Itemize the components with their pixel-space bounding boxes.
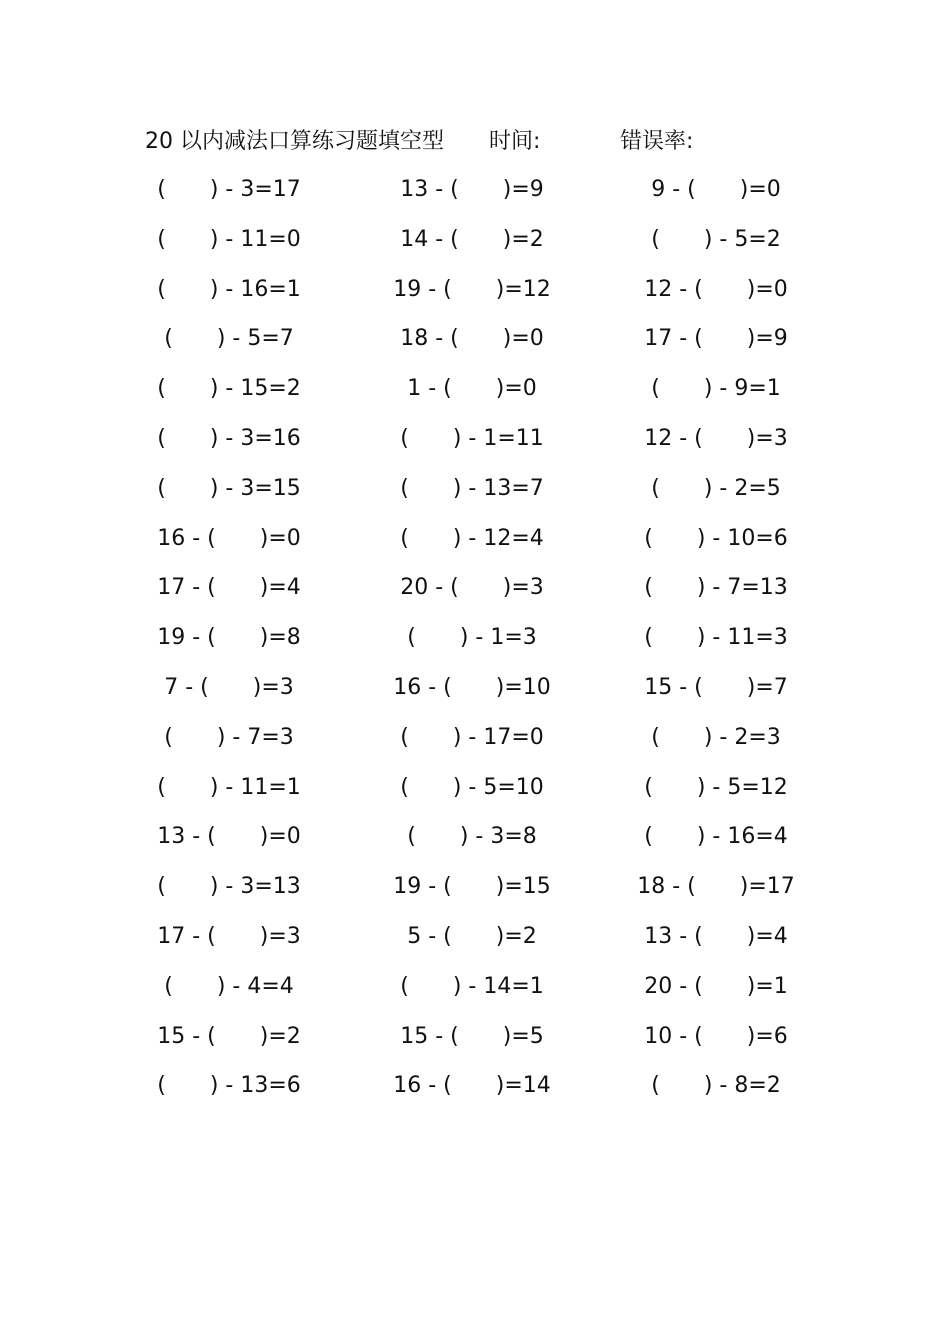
math-problem: ( ) - 13=7 bbox=[400, 475, 544, 501]
error-rate-label: 错误率: bbox=[620, 129, 694, 154]
math-problem: ( ) - 5=7 bbox=[164, 326, 294, 352]
time-label: 时间: bbox=[489, 129, 541, 154]
math-problem: 7 - ( )=3 bbox=[164, 675, 294, 700]
math-problem: ( ) - 10=6 bbox=[644, 525, 788, 551]
math-problem: ( ) - 9=1 bbox=[651, 376, 781, 402]
math-problem: ( ) - 5=12 bbox=[644, 774, 788, 800]
math-problem: 13 - ( )=9 bbox=[400, 177, 544, 202]
math-problem: 16 - ( )=14 bbox=[393, 1073, 551, 1099]
math-problem: 10 - ( )=6 bbox=[644, 1023, 788, 1049]
math-problem: 20 - ( )=1 bbox=[644, 973, 788, 999]
math-problem: 12 - ( )=3 bbox=[644, 426, 788, 451]
math-problem: 18 - ( )=17 bbox=[637, 874, 795, 900]
math-problem: 19 - ( )=15 bbox=[393, 874, 551, 900]
math-problem: 15 - ( )=7 bbox=[644, 675, 788, 700]
math-problem: ( ) - 16=1 bbox=[157, 276, 301, 302]
math-problem: ( ) - 12=4 bbox=[400, 525, 544, 551]
math-problem: 14 - ( )=2 bbox=[400, 226, 544, 252]
math-problem: 16 - ( )=0 bbox=[157, 525, 301, 551]
math-problem: 15 - ( )=2 bbox=[157, 1023, 301, 1049]
math-problem: ( ) - 5=2 bbox=[651, 226, 781, 252]
math-problem: ( ) - 7=13 bbox=[644, 575, 788, 601]
math-problem: 12 - ( )=0 bbox=[644, 276, 788, 302]
math-problem: ( ) - 1=11 bbox=[400, 426, 544, 451]
math-problem: ( ) - 2=5 bbox=[651, 475, 781, 501]
worksheet-title: 20 以内减法口算练习题填空型 bbox=[145, 129, 444, 154]
math-problem: ( ) - 11=0 bbox=[157, 226, 301, 252]
math-problem: ( ) - 3=13 bbox=[157, 874, 301, 900]
math-problem: ( ) - 8=2 bbox=[651, 1073, 781, 1099]
math-problem: 20 - ( )=3 bbox=[400, 575, 544, 601]
math-problem: 13 - ( )=0 bbox=[157, 824, 301, 850]
math-problem: ( ) - 17=0 bbox=[400, 724, 544, 750]
math-problem: 16 - ( )=10 bbox=[393, 675, 551, 700]
math-problem: ( ) - 16=4 bbox=[644, 824, 788, 850]
math-problem: 18 - ( )=0 bbox=[400, 326, 544, 352]
math-problem: ( ) - 5=10 bbox=[400, 774, 544, 800]
math-problem: ( ) - 4=4 bbox=[164, 973, 294, 999]
math-problem: ( ) - 14=1 bbox=[400, 973, 544, 999]
math-problem: ( ) - 2=3 bbox=[651, 724, 781, 750]
math-problem: 15 - ( )=5 bbox=[400, 1023, 544, 1049]
math-problem: 19 - ( )=12 bbox=[393, 276, 551, 302]
math-problem: ( ) - 15=2 bbox=[157, 376, 301, 402]
math-problem: 17 - ( )=3 bbox=[157, 924, 301, 949]
math-problem: ( ) - 7=3 bbox=[164, 724, 294, 750]
math-problem: 1 - ( )=0 bbox=[407, 376, 537, 402]
math-problem: ( ) - 3=16 bbox=[157, 426, 301, 451]
math-problem: ( ) - 13=6 bbox=[157, 1073, 301, 1099]
math-problem: 19 - ( )=8 bbox=[157, 625, 301, 651]
math-problem: 13 - ( )=4 bbox=[644, 924, 788, 949]
math-problem: ( ) - 3=17 bbox=[157, 177, 301, 202]
math-problem: ( ) - 11=1 bbox=[157, 774, 301, 800]
math-problem: ( ) - 11=3 bbox=[644, 625, 788, 651]
math-problem: ( ) - 3=8 bbox=[407, 824, 537, 850]
math-problem: ( ) - 3=15 bbox=[157, 475, 301, 501]
math-problem: 9 - ( )=0 bbox=[651, 177, 781, 202]
math-problem: 17 - ( )=4 bbox=[157, 575, 301, 601]
math-problem: 5 - ( )=2 bbox=[407, 924, 537, 949]
math-problem: 17 - ( )=9 bbox=[644, 326, 788, 352]
math-problem: ( ) - 1=3 bbox=[407, 625, 537, 651]
